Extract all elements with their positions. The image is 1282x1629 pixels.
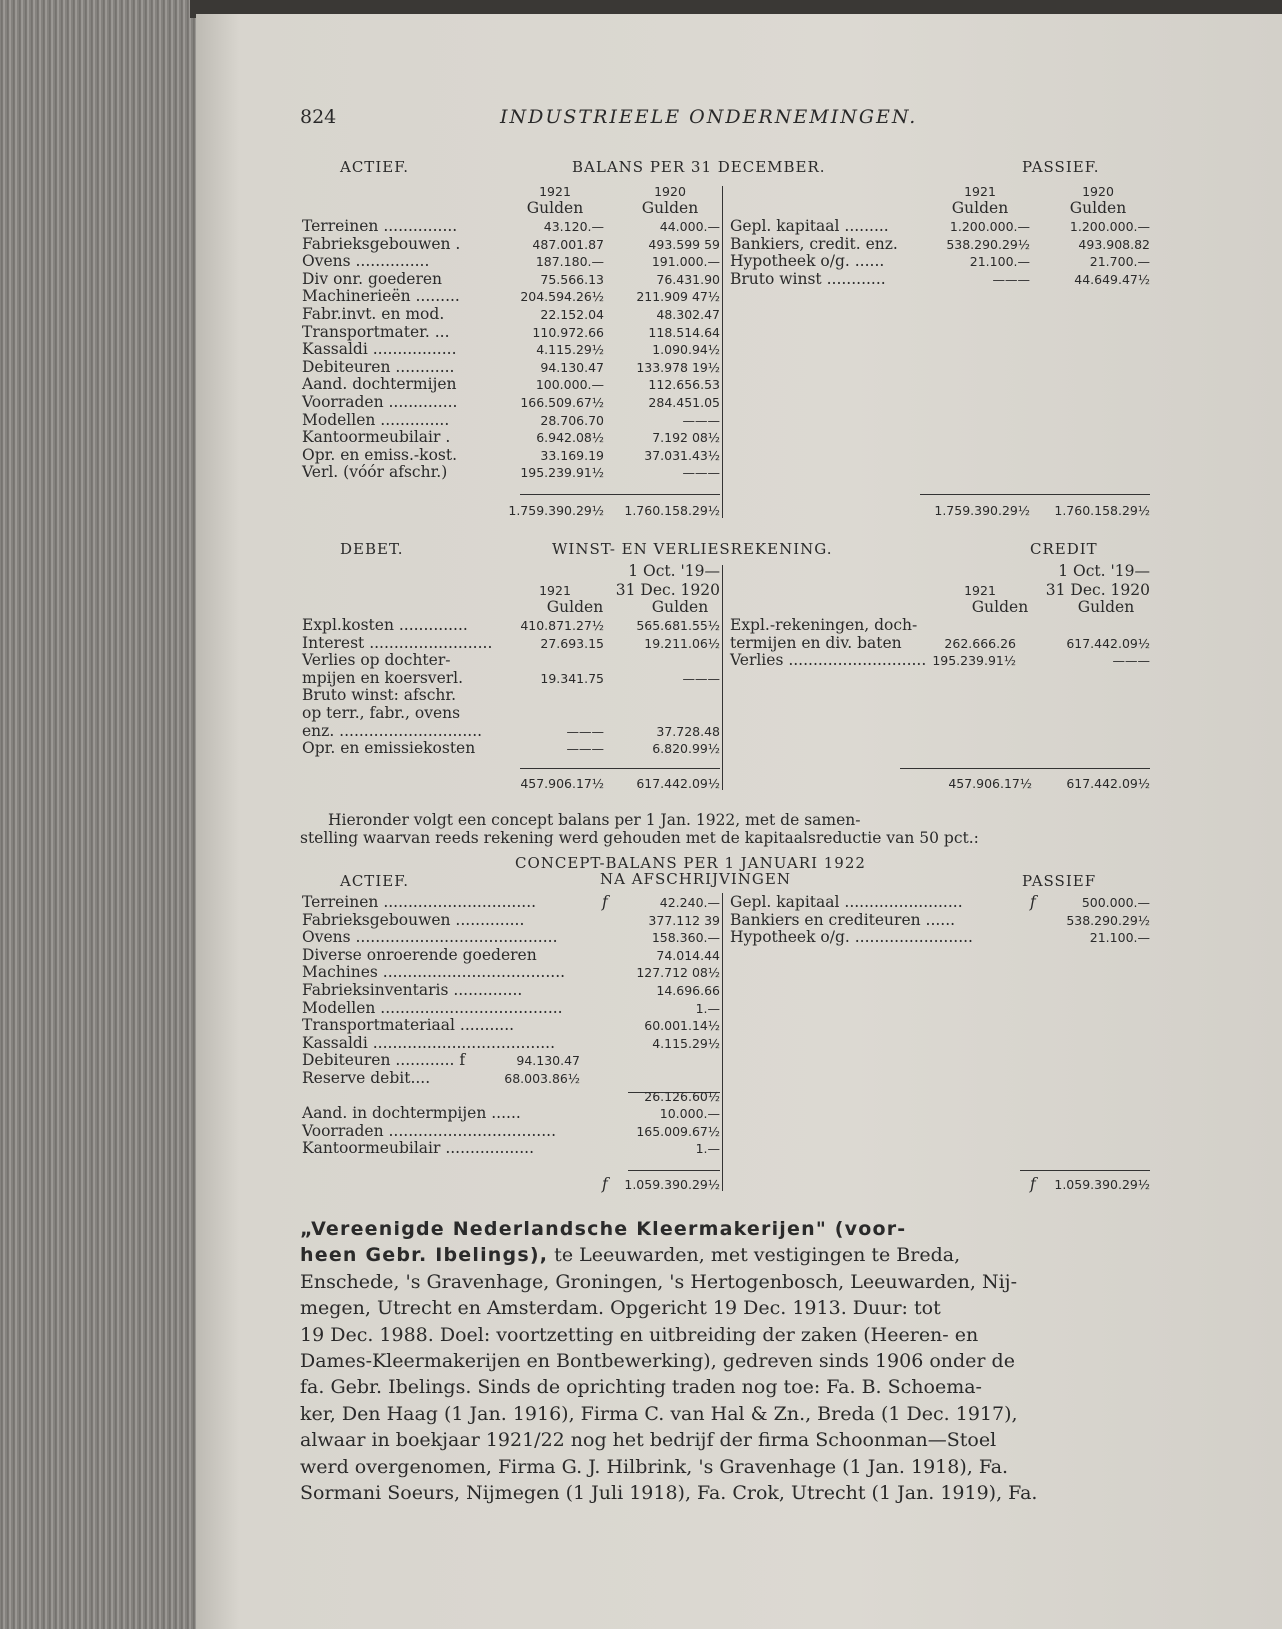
balans-actief-row-v1920: ——— <box>682 412 720 428</box>
wv-debet-row-v1: ——— <box>566 723 604 739</box>
balans-total-left-1921: 1.759.390.29½ <box>508 503 604 518</box>
wv-year-right: 1921 <box>964 583 996 598</box>
concept-passief-row-label: Gepl. kapitaal ........................ <box>730 893 963 911</box>
concept-actief-row-v: 14.696.66 <box>656 983 720 998</box>
concept-passief-head: PASSIEF <box>1022 872 1097 890</box>
balans-unit-1921: Gulden <box>526 199 584 217</box>
wv-credit-row-label: Verlies ............................ <box>730 651 927 670</box>
wv-col2-line2-right: 31 Dec. 1920 <box>1045 581 1150 599</box>
book-binding-edge <box>0 0 200 1629</box>
concept-passief-row-label: Bankiers en crediteuren ...... <box>730 910 956 929</box>
florin-sign-passief: f <box>1030 893 1036 911</box>
wv-debet-row-v2: 19.211.06½ <box>644 635 720 651</box>
balans-actief-row-label: Aand. dochtermijen <box>302 375 457 394</box>
balans-passief-row-v1920: 1.200.000.— <box>1069 219 1150 234</box>
running-title: INDUSTRIEELE ONDERNEMINGEN. <box>500 106 918 128</box>
wv-year-left: 1921 <box>539 583 571 598</box>
balans-actief-row-v1920: 7.192 08½ <box>652 430 720 446</box>
wv-credit-row-v1: 195.239.91½ <box>932 653 1016 669</box>
concept-actief-row-label: Modellen ..................................... <box>302 998 563 1017</box>
wv-debet-row-label: Verlies op dochter- <box>302 651 451 670</box>
concept-actief-row-label: Ovens ......................................... <box>302 928 558 947</box>
balans-actief-row-label: Ovens ............... <box>302 252 430 271</box>
concept-actief-row-label: Debiteuren ............ f <box>302 1051 466 1070</box>
balans-actief-row-v1920: 133.978 19½ <box>636 359 720 375</box>
balans-actief-row-v1921: 28.706.70 <box>540 412 604 428</box>
concept-sum-line-left <box>628 1170 720 1171</box>
florin-sign-actief: f <box>602 893 608 911</box>
balans-actief-row-v1921: 100.000.— <box>535 377 604 393</box>
balans-passief-row-v1920: 44.649.47½ <box>1074 271 1150 287</box>
balans-actief-row-v1921: 187.180.— <box>535 254 604 270</box>
article-text-line-4: Dames-Kleermakerijen en Bontbewerking), gedreven sinds 1906 onder de <box>300 1350 1015 1373</box>
concept-passief-row-label: Hypotheek o/g. ........................ <box>730 928 973 947</box>
balans-actief-row-v1920: 76.431.90 <box>656 271 720 287</box>
wv-col2-line1-right: 1 Oct. '19— <box>1058 562 1150 580</box>
concept-actief-row-sub: 94.130.47 <box>516 1053 580 1069</box>
concept-actief-row-v: 1.— <box>695 1000 720 1016</box>
concept-title-1: CONCEPT-BALANS PER 1 JANUARI 1922 <box>515 854 866 872</box>
concept-actief-row-v: 127.712 08½ <box>636 965 720 981</box>
wv-divider <box>722 565 723 790</box>
wv-total-credit-2: 617.442.09½ <box>1066 776 1150 791</box>
florin-sign-total-right: f <box>1030 1175 1036 1193</box>
wv-debet-row-label: Bruto winst: afschr. <box>302 686 457 705</box>
concept-passief-row-v: 500.000.— <box>1081 895 1150 910</box>
balans-actief-row-v1921: 43.120.— <box>543 219 604 234</box>
wv-debet-row-v2: 6.820.99½ <box>652 741 720 757</box>
wv-debet-row-v2: ——— <box>682 670 720 686</box>
balans-passief-year-1920: 1920 <box>1082 184 1114 199</box>
balans-actief-row-v1920: 284.451.05 <box>648 395 720 410</box>
balans-actief-row-v1921: 204.594.26½ <box>520 289 604 305</box>
concept-actief-row-label: Fabrieksgebouwen .............. <box>302 910 525 929</box>
balans-passief-unit-1920: Gulden <box>1069 199 1127 217</box>
concept-title-2: NA AFSCHRIJVINGEN <box>600 870 791 888</box>
balans-actief-row-label: Opr. en emiss.-kost. <box>302 445 458 464</box>
balans-sum-line-right <box>920 494 1150 495</box>
balans-passief-row-v1921: ——— <box>992 271 1030 287</box>
balans-actief-row-v1921: 110.972.66 <box>532 324 604 340</box>
balans-actief-row-label: Fabrieksgebouwen . <box>302 234 461 253</box>
concept-actief-row-v: 42.240.— <box>659 895 720 910</box>
wv-unit-right-2: Gulden <box>1077 598 1135 616</box>
wv-debet-row-label: Interest ......................... <box>302 633 493 652</box>
balans-actief-row-v1920: 48.302.47 <box>656 307 720 322</box>
balans-actief-row-v1921: 94.130.47 <box>540 359 604 375</box>
balans-actief-row-v1920: 37.031.43½ <box>644 447 720 463</box>
concept-actief-row-label: Kantoormeubilair .................. <box>302 1139 535 1158</box>
article-text-line-2: megen, Utrecht en Amsterdam. Opgericht 19 Dec. 1913. Duur: tot <box>300 1297 941 1320</box>
concept-actief-row-v: 1.— <box>695 1141 720 1157</box>
concept-divider <box>722 893 723 1191</box>
balans-actief-row-label: Verl. (vóór afschr.) <box>302 463 448 482</box>
wv-unit-left-1: Gulden <box>546 598 604 616</box>
balans-actief-row-label: Fabr.invt. en mod. <box>302 305 445 323</box>
balans-passief-head: PASSIEF. <box>1022 158 1100 176</box>
article-text-line-3: 19 Dec. 1988. Doel: voortzetting en uitbreiding der zaken (Heeren- en <box>300 1323 979 1346</box>
page-number: 824 <box>300 106 337 128</box>
concept-actief-row-v: 10.000.— <box>659 1106 720 1122</box>
wv-debet-row-v1: ——— <box>566 741 604 757</box>
concept-actief-row-v: 4.115.29½ <box>652 1035 720 1051</box>
wv-credit-row-v2: ——— <box>1112 653 1150 669</box>
article-text-line-1: Enschede, 's Gravenhage, Groningen, 's Hertogenbosch, Leeuwarden, Nij- <box>300 1270 1017 1293</box>
wv-credit-row-v1: 262.666.26 <box>944 635 1016 651</box>
balans-passief-row-label: Bankiers, credit. enz. <box>730 234 898 253</box>
concept-actief-row-label: Machines ..................................... <box>302 963 566 982</box>
concept-actief-row-v: 74.014.44 <box>656 947 720 963</box>
balans-actief-row-v1920: 118.514.64 <box>648 324 720 340</box>
article-text-line-5: fa. Gebr. Ibelings. Sinds de oprichting traden nog toe: Fa. B. Schoema- <box>300 1376 982 1399</box>
article-company-name-cont: heen Gebr. Ibelings), <box>300 1244 549 1267</box>
balans-actief-row-v1921: 195.239.91½ <box>520 465 604 481</box>
concept-actief-row-label: Transportmateriaal ........... <box>302 1016 515 1035</box>
balans-divider <box>722 186 723 518</box>
balans-total-left-1920: 1.760.158.29½ <box>624 503 720 518</box>
article-text-line-6: ker, Den Haag (1 Jan. 1916), Firma C. van Hal & Zn., Breda (1 Dec. 1917), <box>300 1402 1018 1425</box>
concept-actief-row-label: Diverse onroerende goederen <box>302 945 537 964</box>
wv-total-debet-1: 457.906.17½ <box>520 776 604 791</box>
concept-actief-row-label: Reserve debit.... <box>302 1069 431 1087</box>
concept-actief-row-v: 165.009.67½ <box>636 1123 720 1139</box>
wv-sum-line-left <box>520 768 720 769</box>
wv-debet-row-v2: 565.681.55½ <box>636 618 720 633</box>
balans-actief-row-label: Machinerieën ......... <box>302 287 460 306</box>
concept-actief-row-v: 60.001.14½ <box>644 1018 720 1034</box>
balans-year-1920: 1920 <box>654 184 686 199</box>
balans-actief-row-v1921: 166.509.67½ <box>520 395 604 410</box>
balans-actief-row-v1920: 112.656.53 <box>648 377 720 393</box>
balans-actief-row-v1920: 191.000.— <box>651 254 720 270</box>
balans-passief-row-v1921: 538.290.29½ <box>946 236 1030 252</box>
concept-actief-row-v: 377.112 39 <box>648 912 720 928</box>
wv-credit-row-label: termijen en div. baten <box>730 633 902 652</box>
wv-debet-row-v1: 19.341.75 <box>540 670 604 686</box>
wv-debet-row-label: enz. ............................. <box>302 721 483 740</box>
concept-total-right: 1.059.390.29½ <box>1054 1177 1150 1192</box>
concept-actief-row-label: Aand. in dochtermpijen ...... <box>302 1104 521 1123</box>
wv-col2-line1-left: 1 Oct. '19— <box>628 562 720 580</box>
balans-unit-1920: Gulden <box>641 199 699 217</box>
balans-actief-row-label: Voorraden .............. <box>302 393 458 411</box>
balans-actief-row-label: Modellen .............. <box>302 410 450 429</box>
balans-actief-row-v1920: 1.090.94½ <box>652 342 720 358</box>
balans-passief-row-v1921: 1.200.000.— <box>949 219 1030 234</box>
wv-unit-right-1: Gulden <box>971 598 1029 616</box>
concept-actief-row-sub: 68.003.86½ <box>504 1071 580 1086</box>
concept-actief-head: ACTIEF. <box>340 872 410 890</box>
concept-actief-row-v: 26.126.60½ <box>644 1088 720 1104</box>
concept-actief-row-v: 158.360.— <box>651 930 720 946</box>
balans-actief-row-label: Div onr. goederen <box>302 269 443 288</box>
concept-total-left: 1.059.390.29½ <box>624 1177 720 1192</box>
balans-actief-row-v1921: 22.152.04 <box>540 307 604 322</box>
wv-total-debet-2: 617.442.09½ <box>636 776 720 791</box>
florin-sign-total-left: f <box>602 1175 608 1193</box>
concept-actief-row-label: Voorraden .................................. <box>302 1121 557 1140</box>
article-text-line-0: te Leeuwarden, met vestigingen te Breda, <box>548 1244 961 1267</box>
concept-actief-row-label: Kassaldi ..................................... <box>302 1033 556 1052</box>
balans-passief-row-v1920: 493.908.82 <box>1078 236 1150 252</box>
balans-actief-row-label: Transportmater. ... <box>302 322 450 341</box>
balans-actief-row-v1920: 211.909 47½ <box>636 289 720 305</box>
balans-actief-row-v1921: 6.942.08½ <box>536 430 604 446</box>
wv-debet-row-v2: 37.728.48 <box>656 723 720 739</box>
balans-actief-row-label: Kassaldi ................. <box>302 340 457 359</box>
balans-actief-row-v1921: 487.001.87 <box>532 236 604 252</box>
wv-title: WINST- EN VERLIESREKENING. <box>552 540 833 558</box>
wv-col2-line2-left: 31 Dec. 1920 <box>615 581 720 599</box>
intro-line-1: Hieronder volgt een concept balans per 1 Jan. 1922, met de samen- <box>328 811 861 829</box>
balans-passief-row-label: Gepl. kapitaal ......... <box>730 217 889 235</box>
article-text-line-8: werd overgenomen, Firma G. J. Hilbrink, 's Gravenhage (1 Jan. 1918), Fa. <box>300 1455 1009 1478</box>
balans-total-right-1920: 1.760.158.29½ <box>1054 503 1150 518</box>
balans-actief-row-label: Terreinen ............... <box>302 217 458 235</box>
intro-line-2: stelling waarvan reeds rekening werd gehouden met de kapitaalsreductie van 50 pct.: <box>300 829 979 847</box>
balans-passief-unit-1921: Gulden <box>951 199 1009 217</box>
wv-credit-row-v2: 617.442.09½ <box>1066 635 1150 651</box>
wv-debet-row-v1: 27.693.15 <box>540 635 604 651</box>
concept-passief-row-v: 538.290.29½ <box>1066 912 1150 928</box>
balans-actief-row-v1920: 493.599 59 <box>648 236 720 252</box>
balans-total-right-1921: 1.759.390.29½ <box>934 503 1030 518</box>
article-line-1 <box>300 1216 1150 1242</box>
balans-passief-row-v1920: 21.700.— <box>1089 254 1150 270</box>
wv-debet-row-label: Opr. en emissiekosten <box>302 739 476 758</box>
balans-actief-row-v1921: 75.566.13 <box>540 271 604 287</box>
wv-debet-row-label: mpijen en koersverl. <box>302 668 464 687</box>
article-text-line-9: Sormani Soeurs, Nijmegen (1 Juli 1918), Fa. Crok, Utrecht (1 Jan. 1919), Fa. <box>300 1482 1038 1505</box>
balans-passief-row-label: Bruto winst ............ <box>730 269 886 288</box>
balans-year-1921: 1921 <box>539 184 571 199</box>
wv-debet-row-label: op terr., fabr., ovens <box>302 704 461 722</box>
balans-passief-row-label: Hypotheek o/g. ...... <box>730 252 885 271</box>
concept-passief-row-v: 21.100.— <box>1089 930 1150 946</box>
balans-actief-head: ACTIEF. <box>340 158 410 176</box>
balans-sum-line-left <box>520 494 720 495</box>
wv-unit-left-2: Gulden <box>651 598 709 616</box>
article-paragraph <box>300 1216 1150 1506</box>
wv-debet-head: DEBET. <box>340 540 404 558</box>
concept-sum-line-right <box>1020 1170 1150 1171</box>
balans-actief-row-label: Debiteuren ............ <box>302 357 455 376</box>
balans-passief-year-1921: 1921 <box>964 184 996 199</box>
concept-actief-row-label: Fabrieksinventaris .............. <box>302 981 523 999</box>
wv-credit-row-label: Expl.-rekeningen, doch- <box>730 616 918 634</box>
wv-credit-head: CREDIT <box>1030 540 1098 558</box>
balans-title: BALANS PER 31 DECEMBER. <box>572 158 826 176</box>
balans-actief-row-label: Kantoormeubilair . <box>302 428 451 447</box>
balans-actief-row-v1921: 33.169.19 <box>540 447 604 463</box>
wv-sum-line-right <box>900 768 1150 769</box>
article-line-2 <box>300 1242 1150 1268</box>
article-company-name: „Vereenigde Nederlandsche Kleermakerijen" (voor- <box>300 1218 907 1240</box>
balans-passief-row-v1921: 21.100.— <box>969 254 1030 270</box>
wv-debet-row-label: Expl.kosten .............. <box>302 616 468 634</box>
concept-actief-row-label: Terreinen ............................... <box>302 893 537 911</box>
article-text-line-7: alwaar in boekjaar 1921/22 nog het bedrijf der firma Schoonman—Stoel <box>300 1429 997 1452</box>
balans-actief-row-v1921: 4.115.29½ <box>536 342 604 358</box>
wv-total-credit-1: 457.906.17½ <box>948 776 1032 791</box>
balans-actief-row-v1920: 44.000.— <box>659 219 720 234</box>
balans-actief-row-v1920: ——— <box>682 465 720 481</box>
wv-debet-row-v1: 410.871.27½ <box>520 618 604 633</box>
